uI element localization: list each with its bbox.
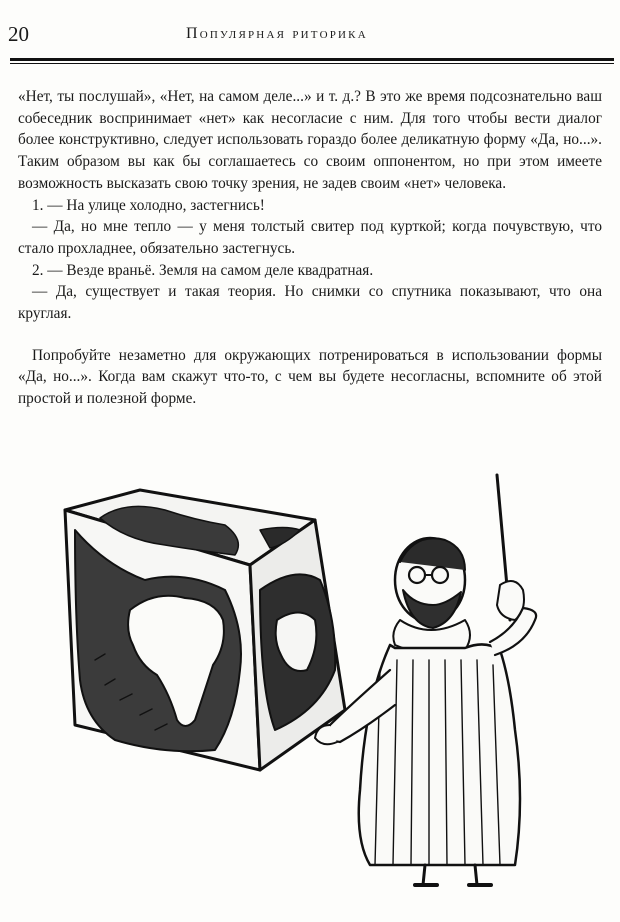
page-number: 20: [8, 22, 29, 46]
body-text: [18, 86, 602, 410]
page-header: [8, 22, 612, 52]
paragraph-intro: «Нет, ты послушай», «Нет, на самом деле...» и т. д.? В это же время подсознательно ваш собеседник воспринимает «нет» как несогласие с ним. Для того чтобы вести диалог более конструктивно, следует использовать гораздо более деликатную форму «Да, но...». Таким образом вы как бы соглашаетесь со своим оппонентом, но при этом имеете возможность высказать свою точку зрения, не задев своим «нет» человека.: [18, 88, 602, 192]
running-title: Популярная риторика: [186, 25, 368, 42]
lecturer-figure: [315, 475, 536, 885]
header-rule-thick: [10, 58, 614, 61]
example-2-line: 2. — Везде враньё. Земля на самом деле квадратная.: [32, 261, 374, 279]
example-2-reply: — Да, существует и такая теория. Но снимки со спутника показывают, что она круглая.: [18, 283, 602, 323]
example-1-line: 1. — На улице холодно, застегнись!: [32, 196, 265, 214]
cube-globe: [65, 490, 345, 770]
example-1-reply: — Да, но мне тепло — у меня толстый свитер под курткой; когда почувствую, что стало прохладнее, обязательно застегнусь.: [18, 218, 602, 257]
illustration-cube-earth-lecturer: [45, 470, 575, 890]
header-rule-thin: [10, 63, 614, 64]
paragraph-exercise: Попробуйте незаметно для окружающих потренироваться в использовании формы «Да, но...». Когда вам скажут что-то, с чем вы будете несогласны, вспомните об этой простой и полезной форме.: [18, 346, 602, 408]
